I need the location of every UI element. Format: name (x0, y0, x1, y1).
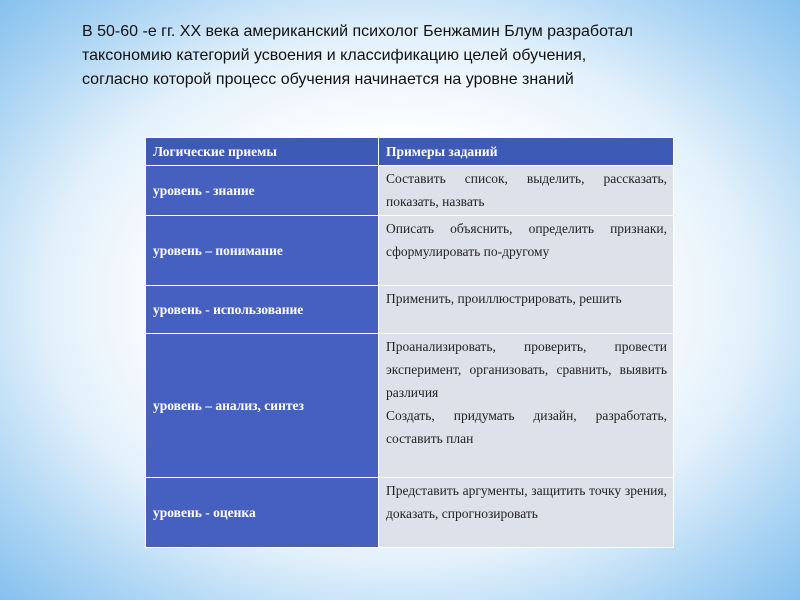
level-cell: уровень - знание (146, 166, 379, 216)
examples-text: Создать, придумать дизайн, разработать, составить план (386, 408, 667, 446)
table-row (146, 286, 674, 334)
examples-text: Составить список, выделить, рассказать, показать, назвать (386, 171, 667, 209)
examples-cell (379, 216, 674, 286)
intro-line: В 50-60 -е гг. XX века американский психолог Бенжамин Блум разработал (82, 23, 633, 40)
table-row (146, 166, 674, 216)
table-header-row (146, 138, 674, 166)
examples-text: Применить, проиллюстрировать, решить (386, 291, 622, 306)
level-cell: уровень – анализ, синтез (146, 334, 379, 478)
examples-text: Проанализировать, проверить, провести эксперимент, организовать, сравнить, выявить различия (386, 339, 667, 400)
table-row (146, 334, 674, 478)
examples-cell (379, 334, 674, 478)
table-row (146, 216, 674, 286)
intro-paragraph (82, 20, 722, 92)
examples-text: Описать объяснить, определить признаки, сформулировать по-другому (386, 221, 667, 259)
taxonomy-table (145, 137, 674, 548)
intro-line: таксономию категорий усвоения и классификацию целей обучения, (82, 47, 587, 64)
level-cell: уровень - использование (146, 286, 379, 334)
examples-cell (379, 478, 674, 548)
examples-text: Представить аргументы, защитить точку зрения, доказать, спрогнозировать (386, 483, 667, 521)
intro-line: согласно которой процесс обучения начинается на уровне знаний (82, 71, 574, 88)
table-row (146, 478, 674, 548)
level-cell: уровень – понимание (146, 216, 379, 286)
examples-cell (379, 286, 674, 334)
level-cell: уровень - оценка (146, 478, 379, 548)
examples-cell (379, 166, 674, 216)
column-header-examples: Примеры заданий (379, 138, 674, 166)
column-header-techniques: Логические приемы (146, 138, 379, 166)
